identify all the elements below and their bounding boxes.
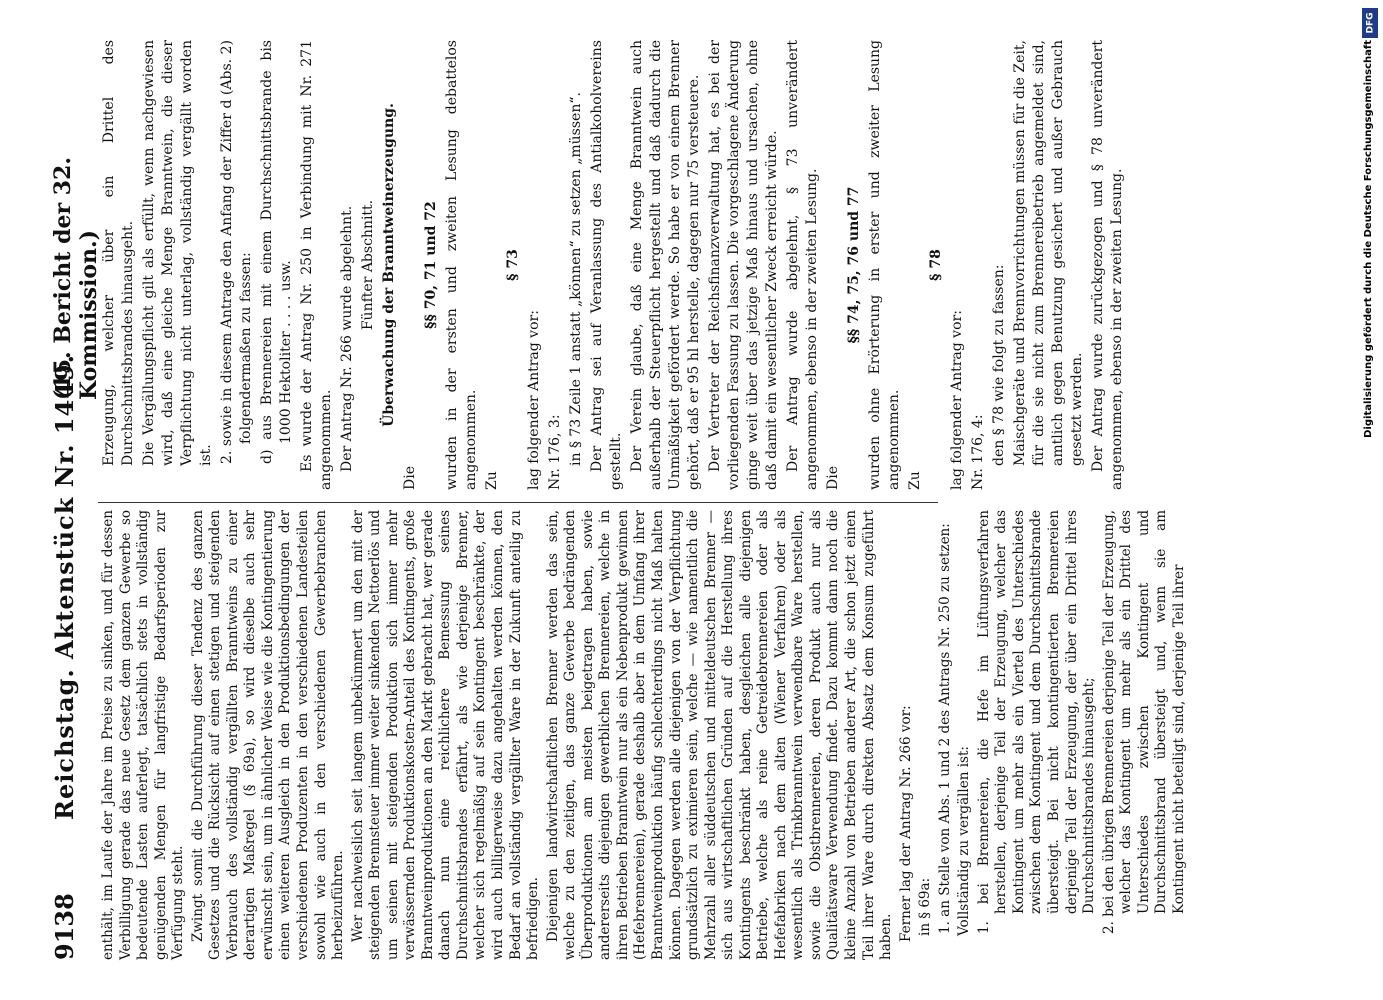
paragraph: Erzeugung, welcher über ein Drittel des Durchschnittsbrandes hinausgeht.: [101, 40, 136, 466]
paragraph: Der Antrag wurde zurückgezogen und § 78 unverändert angenommen, ebenso in der zweiten Lesung.: [1090, 40, 1125, 490]
paragraph: Vollständig zu vergällen ist:: [956, 746, 973, 936]
paragraph: in § 69a:: [917, 877, 934, 936]
paragraph: Maischgeräte und Brennvorrichtungen müssen für die Zeit, für die sie nicht zum Brennereibetrieb angemeldet sind, amtlich gegen Benutzung gesichert und außer Gebrauch gesetzt werden.: [1012, 40, 1085, 466]
paragraph: Nr. 176, 4:: [970, 414, 986, 490]
document-subtitle: (15. Bericht der 32. Kommission.): [50, 157, 102, 400]
document-title: Reichstag. Aktenstück Nr. 1449.: [50, 354, 79, 820]
paragraph: wurden ohne Erörterung in erster und zweiter Lesung angenommen.: [867, 40, 902, 490]
paragraph: Es wurde der Antrag Nr. 250 in Verbindung mit Nr. 271 angenommen.: [299, 40, 334, 490]
paragraph: 1. bei Brennereien, die Hefe im Lüftungsverfahren herstellen, derjenige Teil der Erzeugung, welcher das Kontingent um mehr als ein Viertel des Unterschiedes zwischen dem Kontingent und dem Durchschnittsbrande übersteigt. Bei nicht kontingentierten Brennereien derjenige Teil der Erzeugung, der über ein Drittel ihres Durchschnittsbrandes hinausgeht;: [975, 510, 1098, 934]
paragraph: §§ 74, 75, 76 und 77: [846, 186, 862, 344]
credit-text: Digitalisierung gefördert durch die Deutsche Forschungsgemeinschaft: [1363, 40, 1374, 438]
page-header: [50, 40, 102, 960]
paragraph: d) aus Brennereien mit einem Durchschnittsbrande bis 1000 Hektoliter . . . . usw.: [259, 40, 294, 464]
page-number: 9138: [50, 893, 79, 960]
paragraph: Zu: [907, 471, 923, 490]
paragraph: Die: [402, 466, 418, 490]
paragraph: Der Antrag wurde abgelehnt, § 73 unverändert angenommen, ebenso in der zweiten Lesung.: [785, 40, 820, 490]
paragraph: Fünfter Abschnitt.: [360, 199, 376, 331]
paragraph: 2. bei den übrigen Brennereien derjenige Teil der Erzeugung, welcher das Kontingent um mehr als ein Drittel des Unterschiedes zwischen Kontingent und Durchschnittsbrand übersteigt und, wenn sie am Kontingent nicht beteiligt sind, derjenige Teil ihrer: [1100, 510, 1187, 934]
paragraph: Der Vertreter der Reichsfinanzverwaltung hat, es bei der vorliegenden Fassung zu lassen. Die vorgeschlagene Änderung ginge weit über das jetzige Maß hinaus und ursachen, ohne daß damit ein wesentlicher Zweck erreicht würde.: [707, 40, 780, 490]
paragraph: 2. sowie in diesem Antrage den Anfang der Ziffer d (Abs. 2) folgendermaßen zu fassen:: [219, 40, 254, 464]
paragraph: §§ 70, 71 und 72: [423, 201, 439, 329]
paragraph: in § 73 Zeile 1 anstatt „können“ zu setzen „müssen“.: [568, 92, 584, 466]
paragraph: Ferner lag der Antrag Nr. 266 vor:: [897, 705, 914, 942]
paragraph: Nr. 176, 3:: [547, 414, 563, 490]
paragraph: § 78: [928, 249, 944, 281]
paragraph: Die Vergällungspflicht gilt als erfüllt, wenn nachgewiesen wird, daß eine gleiche Menge Branntwein, die dieser Verpflichtung nicht unterlag, vollständig vergällt worden ist.: [141, 40, 214, 466]
paragraph: 1. an Stelle von Abs. 1 und 2 des Antrags Nr. 250 zu setzen:: [936, 523, 953, 934]
paragraph: Der Antrag sei auf Veranlassung des Antialkoholvereins gestellt.: [589, 40, 624, 490]
digitization-credit: [1355, 0, 1383, 1000]
paragraph: § 73: [505, 249, 521, 281]
paragraph: Der Antrag Nr. 266 wurde abgelehnt.: [339, 205, 355, 472]
column-divider: [98, 502, 938, 503]
paragraph: lag folgender Antrag vor:: [949, 310, 965, 490]
paragraph: Wer nachweislich seit langem unbekümmert um den mit der steigenden Brennsteuer immer weiter sinkenden Nettoerlös und um seinen mit steigenden Produktion sich immer mehr verwässernden Produktionskosten-Anteil des Kontingents, große Branntweinproduktionen an den Markt gebracht hat, wer gerade danach nun eine reichlichere Bemessung seines Durchschnittsbrandes erfährt, als wie derjenige Brenner, welcher sich regelmäßig auf sein Kontingent beschränkte, der wird auch billigerweise dazu angehalten werden können, den Bedarf an vollständig vergällter Ware in der Zukunft anteilig zu befriedigen.: [349, 510, 542, 960]
left-column: [100, 510, 1190, 960]
paragraph: Die: [825, 466, 841, 490]
paragraph: wurden in der ersten und zweiten Lesung debattelos angenommen.: [444, 40, 479, 490]
paragraph: enthält, im Laufe der Jahre im Preise zu sinken, und für dessen Verbilligung gerade das neue Gesetz dem ganzen Gewerbe so bedeutende Lasten auferlegt, tatsächlich stets in vollständig genügenden Mengen für langfristige Bedarfsperioden zur Verfügung steht.: [100, 510, 187, 960]
paragraph: Diejenigen landwirtschaftlichen Brenner werden das sein, welche zu den zeitigen, das ganze Gewerbe bedrängenden Überproduktionen am meisten beigetragen haben, sowie andererseits diejenigen gewerblichen Brennereien, welche in ihren Betrieben Branntwein nur als ein Nebenprodukt gewinnen (Hefebrennereien), gerade deshalb aber in dem Umfang ihrer Branntweinproduktion häufig schlechterdings nicht Maß halten können. Dagegen werden alle diejenigen von der Verpflichtung grundsätzlich zu eximieren sein, welche — wie namentlich die Mehrzahl aller süddeutschen und mitteldeutschen Brenner — sich aus wirtschaftlichen Gründen auf die Herstellung ihres Kontingents beschränkt haben, desgleichen alle diejenigen Betriebe, welche als reine Getreidebrennereien oder als Hefefabriken nach dem alten (Wiener Verfahren) oder als wesentlich als Trinkbranntwein verwendbare Ware herstellen, sowie die Obstbrennereien, deren Produkt auch nur als Qualitätsware Verwendung findet. Dazu kommt dann noch die kleine Anzahl von Betrieben anderer Art, die schon jetzt einen Teil ihrer Ware durch direkten Absatz dem Konsum zugeführt haben.: [544, 510, 895, 960]
right-column: [100, 40, 1129, 490]
paragraph: Zu: [484, 471, 500, 490]
dfg-logo: DFG: [1362, 8, 1378, 38]
paragraph: Zwingt somit die Durchführung dieser Tendenz des ganzen Gesetzes und die Rücksicht auf einen stetigen und steigenden Verbrauch des vollständig vergällten Branntweins zu einer derartigen Maßregel (§ 69a), so wird dieselbe auch sehr erwünscht sein, um in ähnlicher Weise wie die Kontingentierung einen weiteren Ausgleich in den Produktionsbedingungen der verschiedenen Produzenten in den verschiedenen Landesteilen sowohl wie auch in den verschiedenen Gewerbebranchen herbeizuführen.: [189, 510, 347, 960]
paragraph: lag folgender Antrag vor:: [526, 310, 542, 490]
paragraph: Der Verein glaube, daß eine Menge Branntwein auch außerhalb der Steuerpflicht hergestellt und daß dadurch die Unmäßigkeit gefördert werde. So habe er von einem Brenner gehört, daß er 95 hl herstelle, dagegen nur 75 versteuere.: [629, 40, 702, 490]
paragraph: den § 78 wie folgt zu fassen:: [991, 264, 1007, 466]
paragraph: Überwachung der Branntweinerzeugung.: [381, 103, 397, 427]
